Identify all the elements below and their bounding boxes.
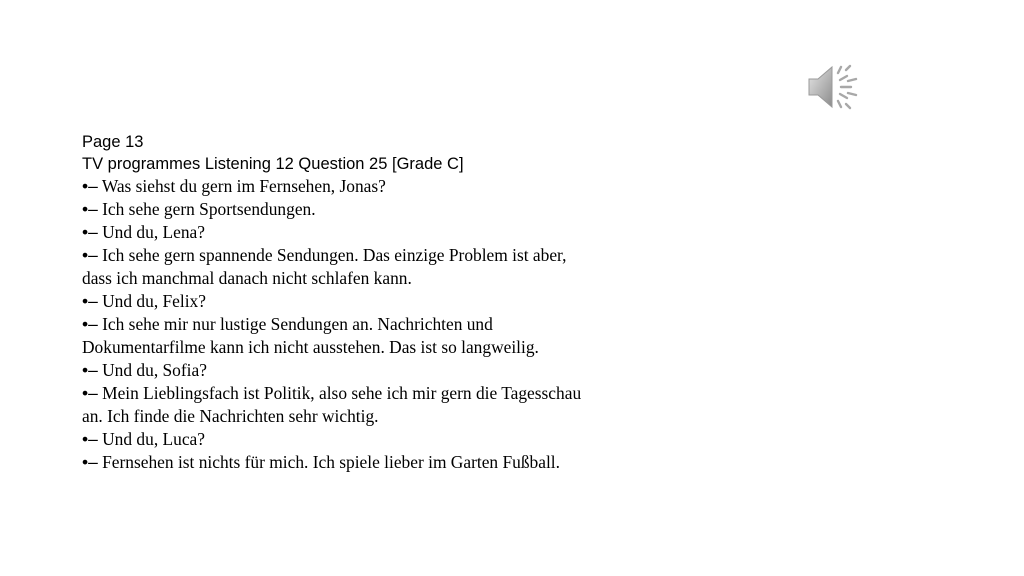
dialogue-line [82, 382, 582, 428]
bullet-marker: •– [82, 291, 98, 311]
dialogue-line [82, 451, 582, 474]
dialogue-line-text: Fernsehen ist nichts für mich. Ich spiele lieber im Garten Fußball. [102, 452, 560, 472]
dialogue-line [82, 313, 582, 359]
dialogue-line-text: Ich sehe mir nur lustige Sendungen an. Nachrichten und Dokumentarfilme kann ich nicht ausstehen. Das ist so langweilig. [82, 314, 539, 357]
page-title: TV programmes Listening 12 Question 25 [Grade C] [82, 155, 464, 173]
dialogue-line [82, 244, 582, 290]
dialogue-line-text: Mein Lieblingsfach ist Politik, also sehe ich mir gern die Tagesschau an. Ich finde die Nachrichten sehr wichtig. [82, 383, 582, 426]
page-label: Page 13 [82, 133, 144, 151]
dialogue-line [82, 359, 582, 382]
bullet-marker: •– [82, 360, 98, 380]
dialogue-line-text: Und du, Sofia? [102, 360, 207, 380]
dialogue-line [82, 198, 582, 221]
bullet-marker: •– [82, 452, 98, 472]
dialogue-line-text: Ich sehe gern spannende Sendungen. Das einzige Problem ist aber, dass ich manchmal danach nicht schlafen kann. [82, 245, 567, 288]
bullet-marker: •– [82, 222, 98, 242]
bullet-marker: •– [82, 314, 98, 334]
dialogue-line [82, 290, 582, 313]
dialogue-line-text: Ich sehe gern Sportsendungen. [102, 199, 316, 219]
bullet-marker: •– [82, 429, 98, 449]
bullet-marker: •– [82, 199, 98, 219]
bullet-marker: •– [82, 383, 98, 403]
dialogue-line [82, 175, 582, 198]
dialogue-line-text: Was siehst du gern im Fernsehen, Jonas? [101, 176, 386, 196]
bullet-marker: •– [82, 176, 98, 196]
dialogue-line-text: Und du, Luca? [102, 429, 205, 449]
dialogue-line-text: Und du, Felix? [102, 291, 206, 311]
bullet-marker: •– [82, 245, 98, 265]
dialogue-line [82, 221, 582, 244]
slide-text [82, 131, 582, 474]
speaker-icon [806, 62, 860, 112]
dialogue-list [82, 175, 582, 474]
audio-play-button[interactable] [806, 62, 860, 112]
dialogue-line-text: Und du, Lena? [102, 222, 205, 242]
dialogue-line [82, 428, 582, 451]
